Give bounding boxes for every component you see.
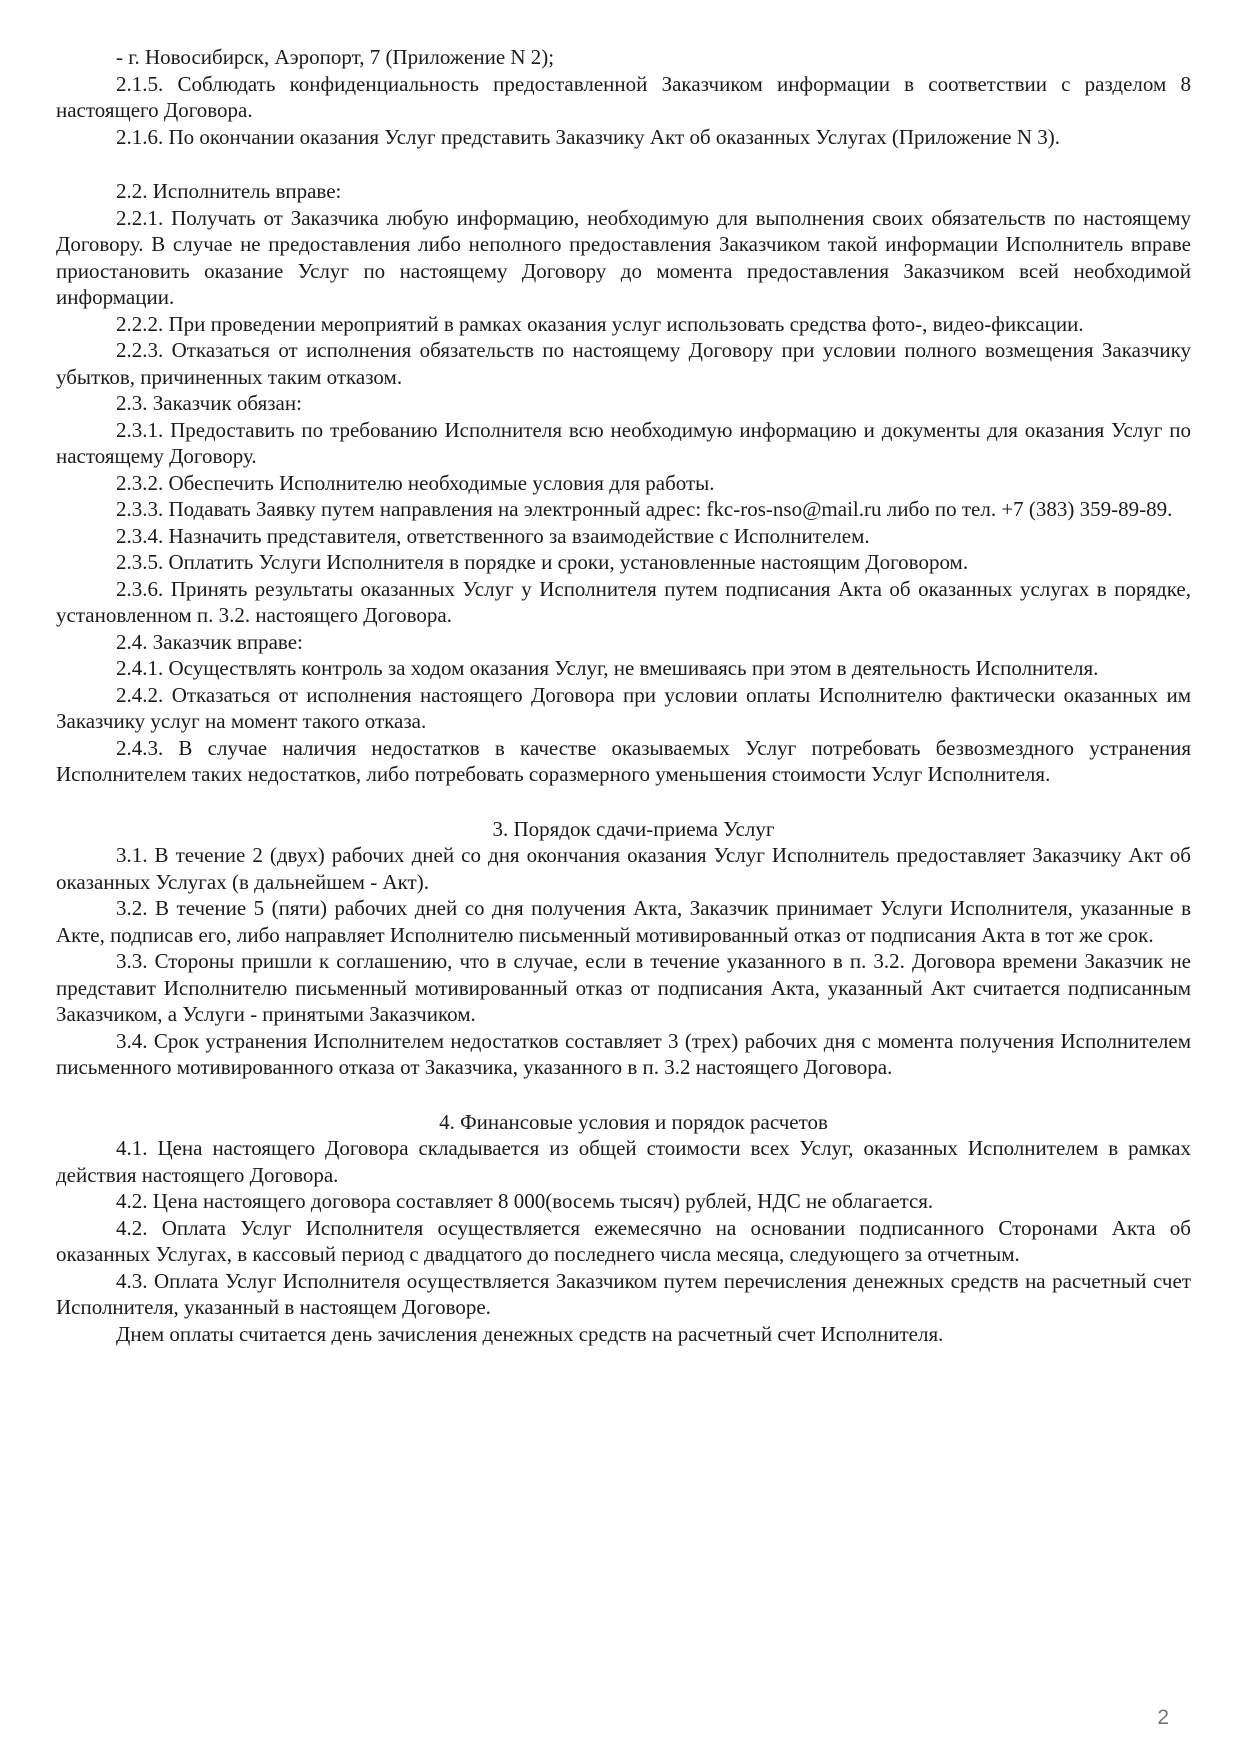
paragraph: 3.4. Срок устранения Исполнителем недостатков составляет 3 (трех) рабочих дня с момента получения Исполнителем письменного мотивированного отказа от Заказчика, указанного в п. 3.2 настоящего Договора. (56, 1028, 1191, 1079)
spacer (56, 1081, 1191, 1109)
paragraph: 4.1. Цена настоящего Договора складывается из общей стоимости всех Услуг, оказанных Исполнителем в рамках действия настоящего Договора. (56, 1136, 1191, 1187)
section-heading: 3. Порядок сдачи-приема Услуг (492, 816, 775, 841)
paragraph: 4.2. Оплата Услуг Исполнителя осуществляется ежемесячно на основании подписанного Сторонами Акта об оказанных Услугах, в кассовый период с двадцатого до последнего числа месяца, следующего за отчетным. (56, 1215, 1191, 1266)
spacer (56, 788, 1191, 816)
paragraph: 2.3.2. Обеспечить Исполнителю необходимые условия для работы. (116, 470, 715, 495)
paragraph: 2.3.4. Назначить представителя, ответственного за взаимодействие с Исполнителем. (116, 523, 870, 548)
paragraph: 2.2.1. Получать от Заказчика любую информацию, необходимую для выполнения своих обязательств по настоящему Договору. В случае не предоставления либо неполного предоставления Заказчиком такой информации Исполнитель вправе приостановить оказание Услуг по настоящему Договору до момента предоставления Заказчиком всей необходимой информации. (56, 205, 1191, 309)
paragraph: 4.3. Оплата Услуг Исполнителя осуществляется Заказчиком путем перечисления денежных средств на расчетный счет Исполнителя, указанный в настоящем Договоре. (56, 1268, 1191, 1319)
section-heading: 4. Финансовые условия и порядок расчетов (439, 1109, 828, 1134)
spacer (56, 150, 1191, 178)
paragraph: 2.3.6. Принять результаты оказанных Услуг у Исполнителя путем подписания Акта об оказанных услугах в порядке, установленном п. 3.2. настоящего Договора. (56, 576, 1191, 627)
paragraph: 2.1.5. Соблюдать конфиденциальность предоставленной Заказчиком информации в соответствии с разделом 8 настоящего Договора. (56, 71, 1191, 122)
paragraph: 2.2. Исполнитель вправе: (116, 179, 342, 203)
paragraph: 2.3.1. Предоставить по требованию Исполнителя всю необходимую информацию и документы для оказания Услуг по настоящему Договору. (56, 417, 1191, 468)
paragraph: 2.3.5. Оплатить Услуги Исполнителя в порядке и сроки, установленные настоящим Договором. (116, 550, 969, 574)
paragraph: 2.4.1. Осуществлять контроль за ходом оказания Услуг, не вмешиваясь при этом в деятельность Исполнителя. (116, 656, 1099, 680)
paragraph: 2.3.3. Подавать Заявку путем направления на электронный адрес: fkc-ros-nso@mail.ru либо по тел. +7 (383) 359-89-89. (116, 497, 1173, 521)
paragraph: 2.2.3. Отказаться от исполнения обязательств по настоящему Договору при условии полного возмещения Заказчику убытков, причиненных таким отказом. (56, 338, 1191, 389)
page-number: 2 (1157, 1706, 1169, 1729)
paragraph: - г. Новосибирск, Аэропорт, 7 (Приложение N 2); (116, 45, 555, 69)
paragraph: 2.4.3. В случае наличия недостатков в качестве оказываемых Услуг потребовать безвозмездного устранения Исполнителем таких недостатков, либо потребовать соразмерного уменьшения стоимости Услуг Исполнителя. (56, 735, 1191, 786)
paragraph: 3.1. В течение 2 (двух) рабочих дней со дня окончания оказания Услуг Исполнитель предоставляет Заказчику Акт об оказанных Услугах (в дальнейшем - Акт). (56, 843, 1191, 894)
paragraph: 2.4.2. Отказаться от исполнения настоящего Договора при условии оплаты Исполнителю фактически оказанных им Заказчику услуг на момент такого отказа. (56, 682, 1191, 733)
paragraph: 2.4. Заказчик вправе: (116, 629, 303, 654)
paragraph: 3.2. В течение 5 (пяти) рабочих дней со дня получения Акта, Заказчик принимает Услуги Исполнителя, указанные в Акте, подписав его, либо направляет Исполнителю письменный мотивированный отказ от подписания Акта в тот же срок. (56, 896, 1191, 947)
paragraph: 4.2. Цена настоящего договора составляет 8 000(восемь тысяч) рублей, НДС не облагается. (116, 1189, 934, 1213)
paragraph: Днем оплаты считается день зачисления денежных средств на расчетный счет Исполнителя. (116, 1321, 944, 1346)
paragraph: 2.1.6. По окончании оказания Услуг представить Заказчику Акт об оказанных Услугах (Приложение N 3). (116, 124, 1060, 149)
paragraph: 2.2.2. При проведении мероприятий в рамках оказания услуг использовать средства фото-, видео-фиксации. (116, 311, 1084, 336)
paragraph: 3.3. Стороны пришли к соглашению, что в случае, если в течение указанного в п. 3.2. Договора времени Заказчик не представит Исполнителю письменный мотивированный отказ от подписания Акта, указанный Акт считается подписанным Заказчиком, а Услуги - принятыми Заказчиком. (56, 949, 1191, 1026)
paragraph: 2.3. Заказчик обязан: (116, 391, 302, 415)
